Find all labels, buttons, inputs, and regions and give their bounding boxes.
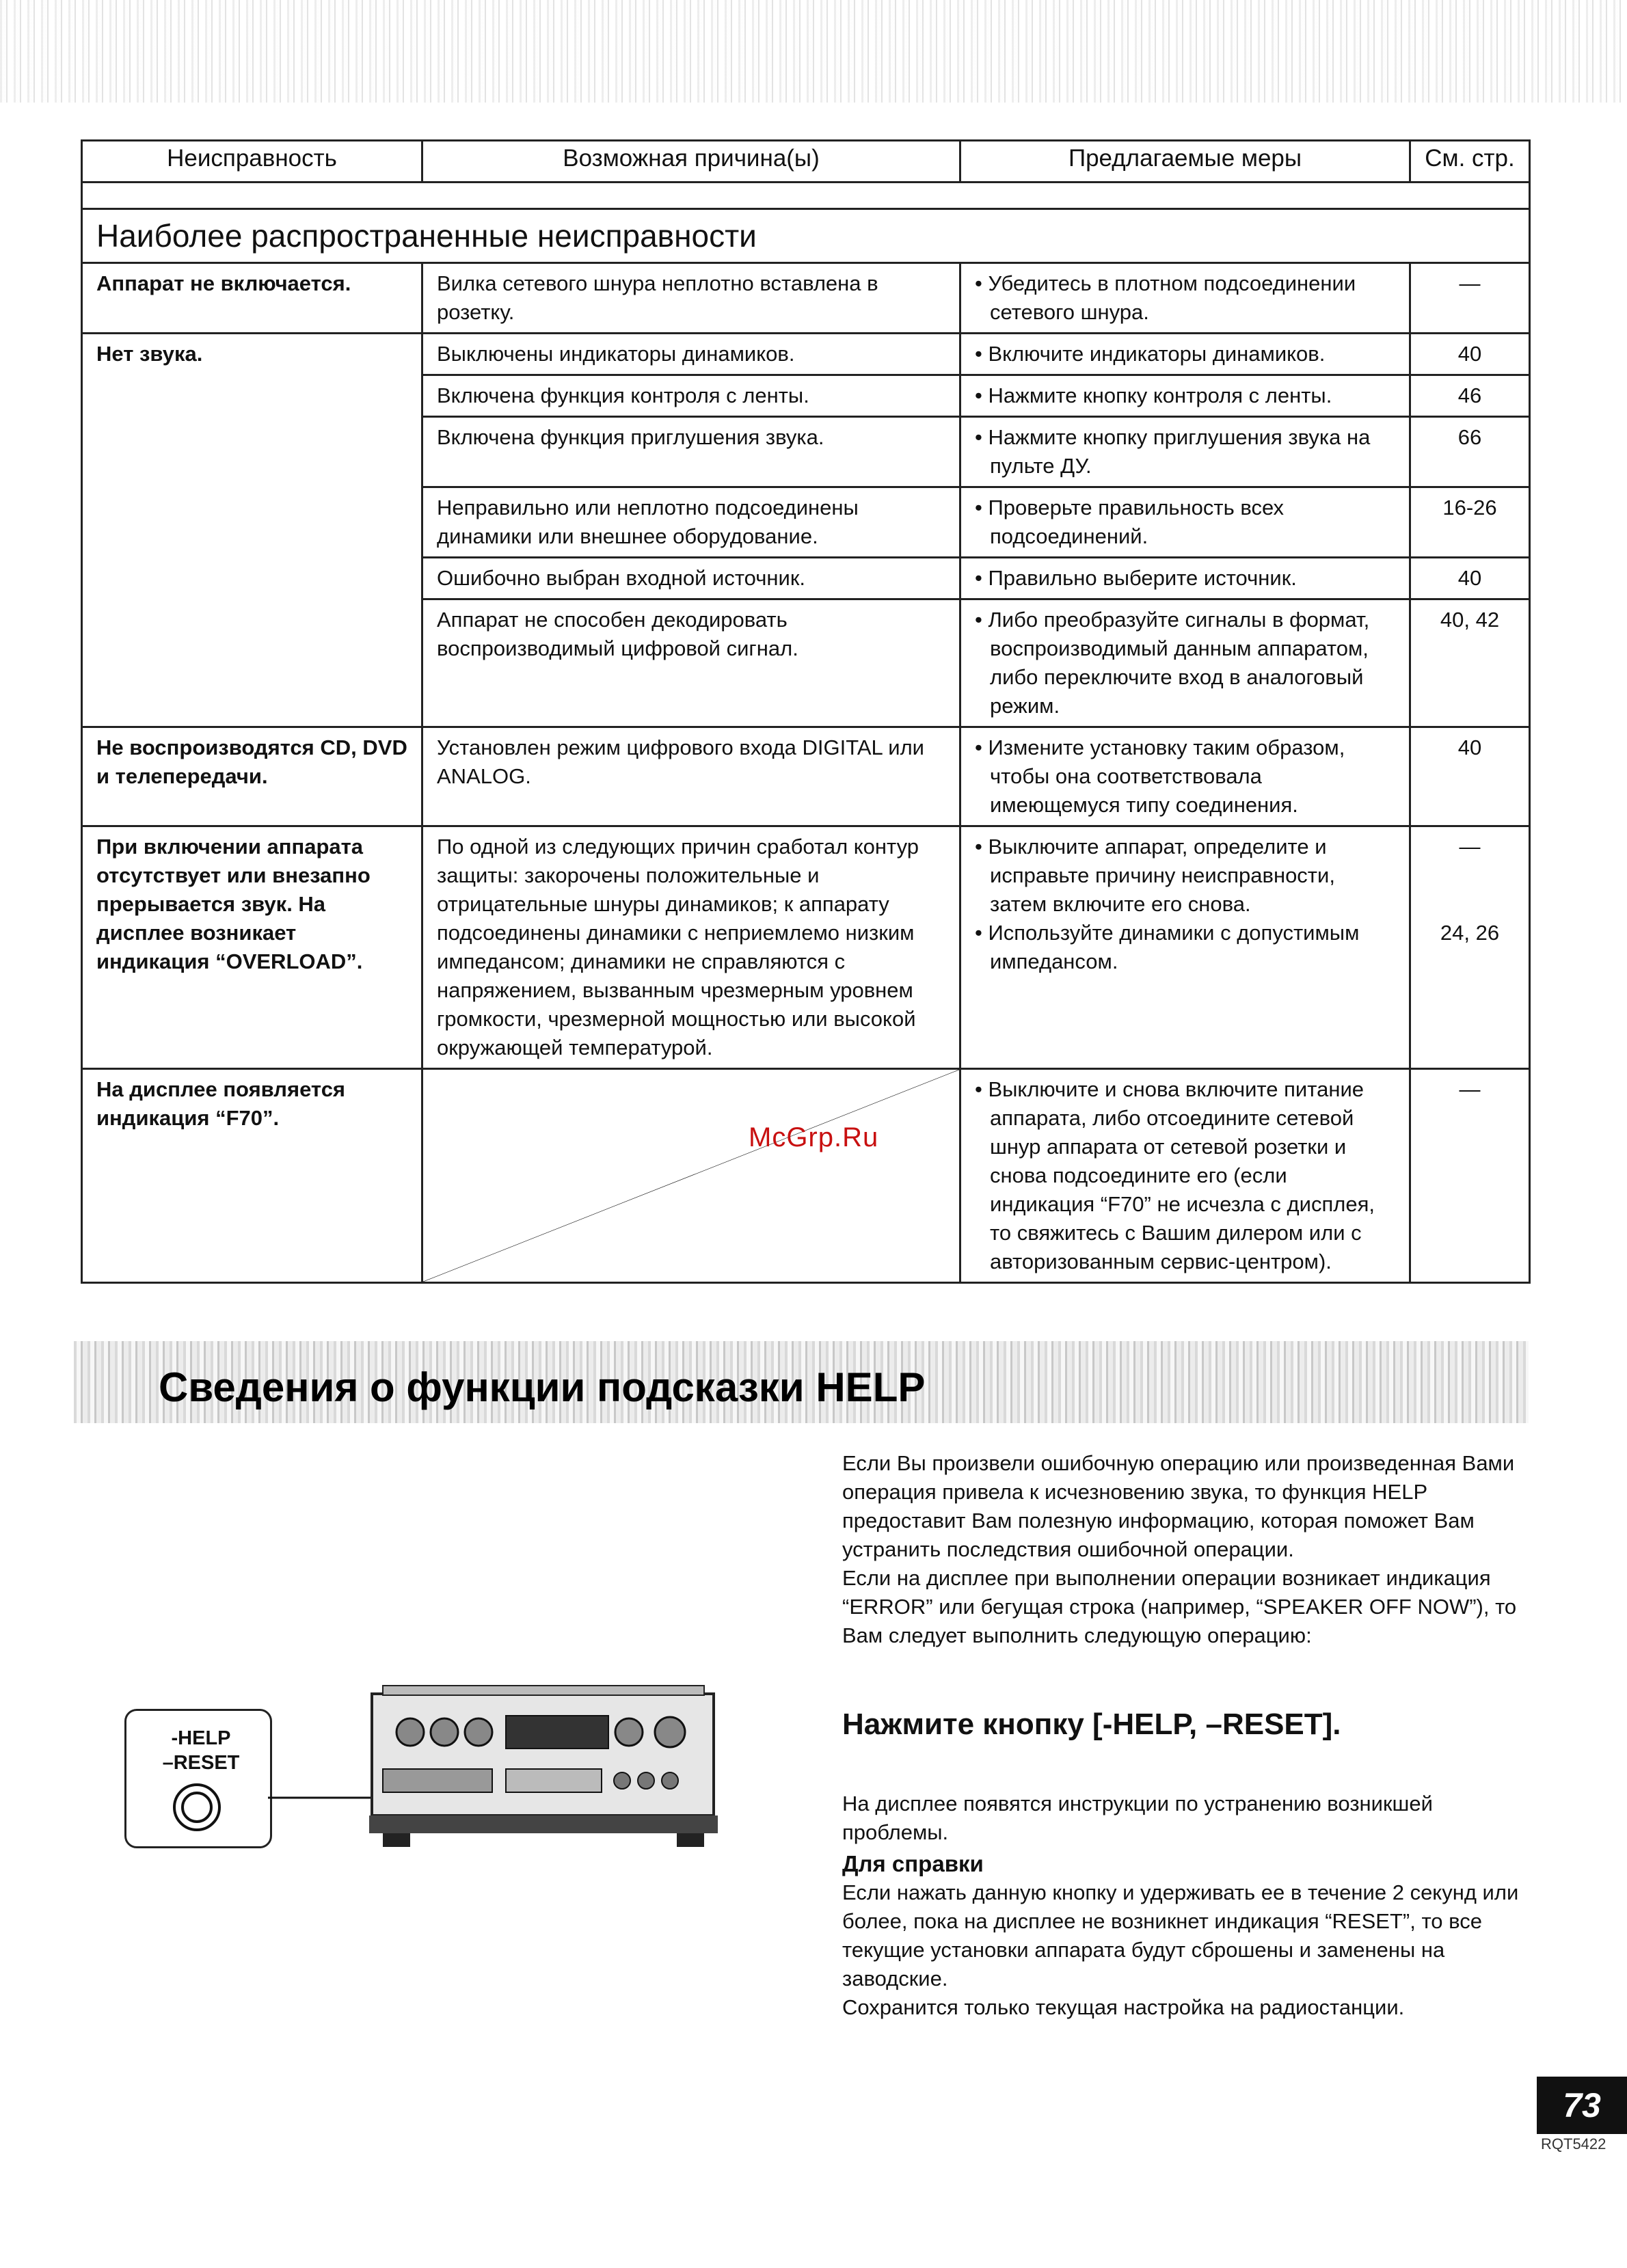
- watermark: McGrp.Ru: [749, 1122, 879, 1152]
- page-ref-cell: [1410, 417, 1530, 487]
- scan-noise-top: [0, 0, 1627, 103]
- remedy-item: • Проверьте правильность всех подсоединений.: [975, 496, 1285, 548]
- help-result-block: [842, 1790, 1526, 2022]
- table-row: [82, 727, 1530, 826]
- page-ref-cell: [1410, 334, 1530, 375]
- page-ref: 46: [1457, 383, 1482, 407]
- reset-label: –RESET: [162, 1752, 240, 1774]
- header-remedy: Предлагаемые меры: [960, 141, 1410, 183]
- cause-cell: Вилка сетевого шнура неплотно вставлена в розетку.: [422, 263, 960, 334]
- remedy-item: • Измените установку таким образом, чтобы она соответствовала имеющемуся типу соединения.: [975, 735, 1345, 817]
- table-row: [82, 1069, 1530, 1283]
- page-ref: 24, 26: [1440, 921, 1500, 945]
- section-row: [82, 209, 1530, 263]
- remedy-item: • Убедитесь в плотном подсоединении сетевого шнура.: [975, 271, 1356, 324]
- page-ref: —: [1459, 835, 1481, 859]
- help-reset-button-callout: [124, 1709, 272, 1848]
- remedy-cell: [960, 599, 1410, 727]
- cause-cell: [422, 1069, 960, 1283]
- document-code: RQT5422: [1541, 2135, 1606, 2152]
- cause-cell: По одной из следующих причин сработал контур защиты: закорочены положительные и отрицательные шнуры динамиков; к аппарату подсоединены динамики с неприемлемо низким импедансом; динамики не справляются с напряжением, вызванным чрезмерным уровнем громкости, чрезмерной мощностью или высокой окружающей температурой.: [422, 826, 960, 1069]
- header-cause: Возможная причина(ы): [422, 141, 960, 183]
- help-intro-paragraph: Если Вы произвели ошибочную операцию или произведенная Вами операция привела к исчезновению звука, то функция HELP предоставит Вам полезную информацию, которая поможет Вам устранить последствия ошибочной операции.: [842, 1451, 1515, 1561]
- table-gap: [82, 183, 1530, 209]
- page-ref: 40: [1457, 566, 1482, 590]
- page-ref: 16-26: [1442, 496, 1497, 519]
- help-label: -HELP: [171, 1727, 231, 1749]
- remedy-item: • Выключите и снова включите питание аппарата, либо отсоедините сетевой шнур аппарата от сетевой розетки и снова подсоедините его (если индикация “F70” не исчезла с дисплея, то свяжитесь с Вашим дилером или с авторизованным сервис-центром).: [975, 1077, 1375, 1273]
- page-ref: 40: [1457, 735, 1482, 759]
- remedy-cell: [960, 375, 1410, 417]
- page-number: 73: [1537, 2077, 1627, 2134]
- fault-cell: На дисплее появляется индикация “F70”.: [82, 1069, 422, 1283]
- cause-cell: Выключены индикаторы динамиков.: [422, 334, 960, 375]
- table-row: [82, 263, 1530, 334]
- receiver-illustration: [369, 1673, 725, 1854]
- remedy-cell: [960, 417, 1410, 487]
- fault-cell: Не воспроизводятся CD, DVD и телепередачи.: [82, 727, 422, 826]
- remedy-item: • Правильно выберите источник.: [975, 566, 1297, 590]
- page-ref: 40: [1457, 342, 1482, 366]
- page-ref-cell: [1410, 1069, 1530, 1283]
- page-ref-cell: [1410, 487, 1530, 558]
- diagonal-strike: [423, 1070, 959, 1282]
- page-ref-cell: [1410, 375, 1530, 417]
- help-intro-paragraph: Если на дисплее при выполнении операции возникает индикация “ERROR” или бегущая строка (например, “SPEAKER OFF NOW”), то Вам следует выполнить следующую операцию:: [842, 1566, 1517, 1647]
- page-ref: —: [1459, 1077, 1481, 1101]
- help-section-title: Сведения о функции подсказки HELP: [159, 1364, 926, 1410]
- cause-cell: Неправильно или неплотно подсоединены динамики или внешнее оборудование.: [422, 487, 960, 558]
- press-instruction: Нажмите кнопку [-HELP, –RESET].: [842, 1707, 1341, 1741]
- remedy-cell: [960, 334, 1410, 375]
- page-ref-cell: [1410, 558, 1530, 599]
- remedy-cell: [960, 826, 1410, 1069]
- page-ref-cell: [1410, 826, 1530, 1069]
- help-reset-button-label: [143, 1726, 259, 1775]
- page-ref: 66: [1457, 425, 1482, 449]
- fault-cell: Аппарат не включается.: [82, 263, 422, 334]
- remedy-cell: [960, 487, 1410, 558]
- fault-cell: При включении аппарата отсутствует или внезапно прерывается звук. На дисплее возникает индикация “OVERLOAD”.: [82, 826, 422, 1069]
- remedy-item: • Либо преобразуйте сигналы в формат, воспроизводимый данным аппаратом, либо переключите вход в аналоговый режим.: [975, 608, 1370, 718]
- reference-text: Сохранится только текущая настройка на радиостанции.: [842, 1995, 1405, 2019]
- page-ref-cell: [1410, 263, 1530, 334]
- table-row: [82, 826, 1530, 1069]
- remedy-cell: [960, 727, 1410, 826]
- cause-cell: Включена функция контроля с ленты.: [422, 375, 960, 417]
- page-ref: —: [1459, 271, 1481, 295]
- remedy-cell: [960, 1069, 1410, 1283]
- round-button-icon: [172, 1782, 222, 1833]
- remedy-item: • Нажмите кнопку контроля с ленты.: [975, 383, 1332, 407]
- fault-cell: Нет звука.: [82, 334, 422, 727]
- remedy-item: • Нажмите кнопку приглушения звука на пульте ДУ.: [975, 425, 1371, 478]
- page-ref-cell: [1410, 727, 1530, 826]
- reference-text: Если нажать данную кнопку и удерживать ее в течение 2 секунд или более, пока на дисплее не возникнет индикация “RESET”, то все текущие установки аппарата будут сброшены и заменены на заводские.: [842, 1880, 1519, 1990]
- remedy-item: • Используйте динамики с допустимым импедансом.: [975, 921, 1360, 973]
- help-result: На дисплее появятся инструкции по устранению возникшей проблемы.: [842, 1792, 1433, 1844]
- reference-heading: Для справки: [842, 1851, 984, 1876]
- remedy-cell: [960, 558, 1410, 599]
- cause-cell: Аппарат не способен декодировать воспроизводимый цифровой сигнал.: [422, 599, 960, 727]
- table-row: [82, 334, 1530, 375]
- help-intro: [842, 1449, 1533, 1650]
- cause-cell: Установлен режим цифрового входа DIGITAL или ANALOG.: [422, 727, 960, 826]
- header-fault: Неисправность: [82, 141, 422, 183]
- remedy-item: • Включите индикаторы динамиков.: [975, 342, 1326, 366]
- page-ref: 40, 42: [1440, 608, 1500, 632]
- remedy-item: • Выключите аппарат, определите и исправьте причину неисправности, затем включите его снова.: [975, 835, 1335, 916]
- troubleshooting-table: [81, 139, 1531, 1284]
- cause-cell: Ошибочно выбран входной источник.: [422, 558, 960, 599]
- cause-cell: Включена функция приглушения звука.: [422, 417, 960, 487]
- table-header-row: [82, 141, 1530, 183]
- page-ref-cell: [1410, 599, 1530, 727]
- remedy-cell: [960, 263, 1410, 334]
- header-page: См. стр.: [1410, 141, 1530, 183]
- section-title: Наиболее распространенные неисправности: [82, 209, 1530, 263]
